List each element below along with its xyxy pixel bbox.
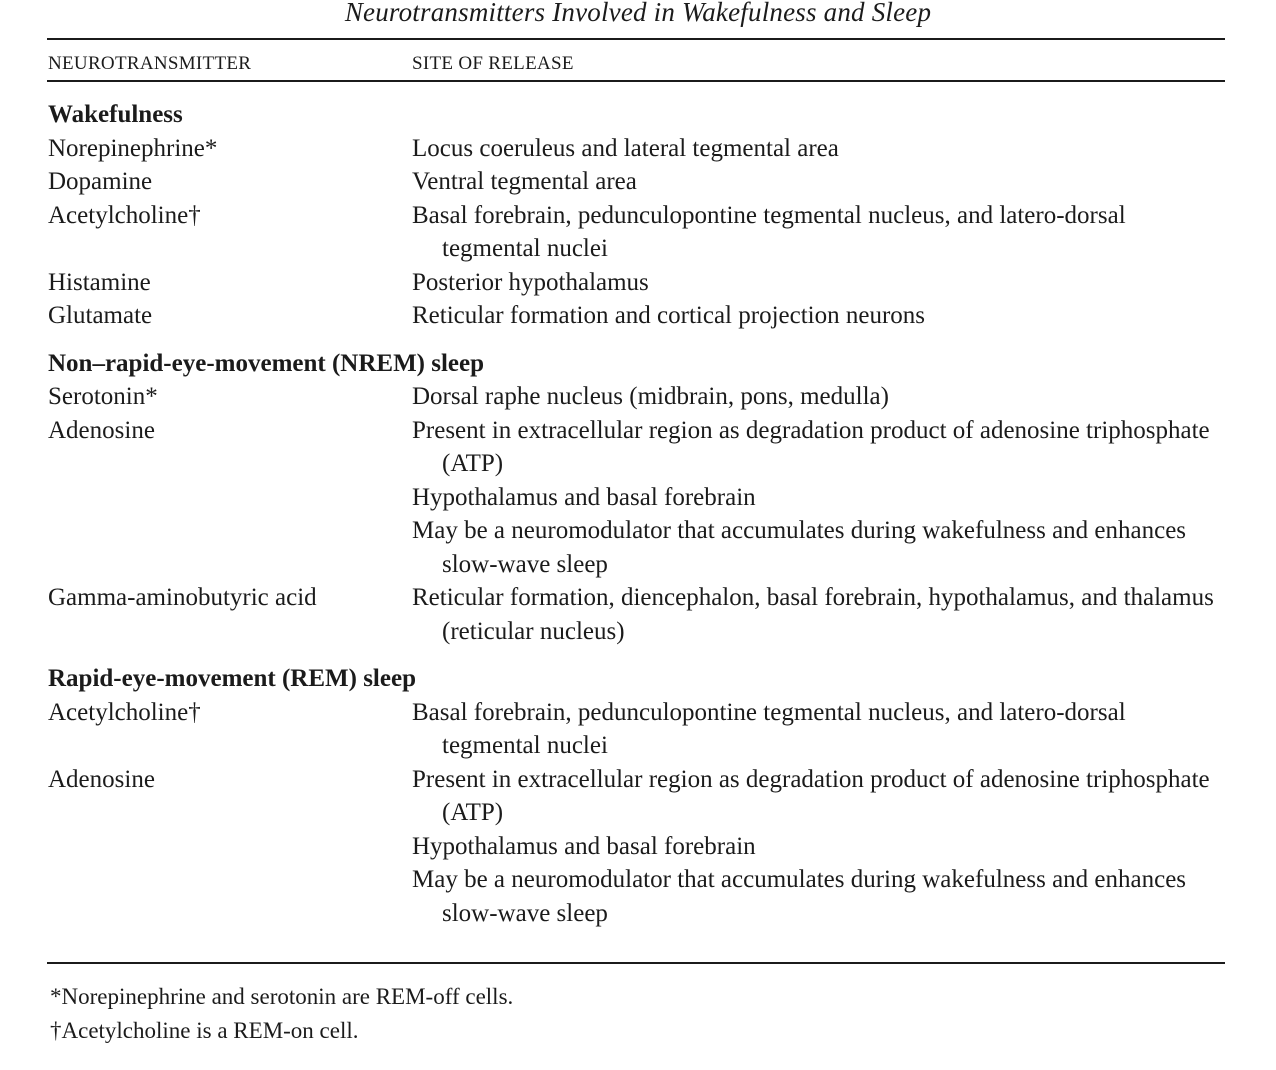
table-row bbox=[48, 132, 1218, 166]
neurotransmitter-name: Gamma-aminobutyric acid bbox=[48, 584, 317, 611]
neurotransmitter-name: Serotonin* bbox=[48, 383, 158, 410]
site-entry: Present in extracellular region as degradation product of adenosine triphosphate (ATP) bbox=[412, 765, 1210, 826]
site-entry: Basal forebrain, pedunculopontine tegmental nucleus, and latero-dorsal tegmental nuclei bbox=[412, 201, 1126, 262]
header-neurotransmitter: NEUROTRANSMITTER bbox=[48, 53, 252, 74]
table-row bbox=[48, 266, 1218, 300]
neurotransmitter-name: Adenosine bbox=[48, 765, 155, 793]
section-title: Rapid-eye-movement (REM) sleep bbox=[48, 665, 416, 692]
site-of-release bbox=[412, 414, 1218, 582]
table-title: Neurotransmitters Involved in Wakefulness and Sleep bbox=[344, 0, 932, 27]
site-entry: Present in extracellular region as degradation product of adenosine triphosphate (ATP) bbox=[412, 416, 1210, 477]
table-row bbox=[48, 581, 1218, 648]
site-of-release bbox=[412, 696, 1218, 763]
site-entry: Hypothalamus and basal forebrain bbox=[412, 832, 756, 860]
site-of-release bbox=[412, 299, 1218, 333]
site-of-release bbox=[412, 380, 1218, 414]
table-section bbox=[48, 347, 1218, 649]
neurotransmitter-name: Glutamate bbox=[48, 302, 153, 329]
site-of-release bbox=[412, 199, 1218, 266]
site-entry: May be a neuromodulator that accumulates during wakefulness and enhances slow-wave sleep bbox=[412, 866, 1187, 927]
site-of-release bbox=[412, 581, 1218, 648]
neurotransmitter-name: Histamine bbox=[48, 268, 151, 296]
neurotransmitter-name: Acetylcholine† bbox=[48, 201, 201, 229]
site-entry: Reticular formation, diencephalon, basal forebrain, hypothalamus, and thalamus (reticular nucleus) bbox=[412, 584, 1214, 645]
site-entry: Ventral tegmental area bbox=[412, 168, 637, 195]
table-row bbox=[48, 299, 1218, 333]
header-site-of-release: SITE OF RELEASE bbox=[412, 53, 574, 74]
site-entry: Posterior hypothalamus bbox=[412, 268, 649, 296]
site-of-release bbox=[412, 266, 1218, 300]
site-entry: May be a neuromodulator that accumulates during wakefulness and enhances slow-wave sleep bbox=[412, 517, 1187, 578]
footnotes bbox=[50, 980, 513, 1048]
table-section bbox=[48, 98, 1218, 333]
site-entry: Hypothalamus and basal forebrain bbox=[412, 483, 756, 511]
table-row bbox=[48, 763, 1218, 931]
footnote-rem-on: †Acetylcholine is a REM-on cell. bbox=[50, 1018, 359, 1043]
table-section bbox=[48, 662, 1218, 930]
table-row bbox=[48, 165, 1218, 199]
section-title: Non–rapid-eye-movement (NREM) sleep bbox=[48, 349, 485, 377]
site-of-release bbox=[412, 132, 1218, 166]
bottom-rule bbox=[47, 962, 1225, 964]
table-row bbox=[48, 199, 1218, 266]
header-rule bbox=[47, 80, 1225, 82]
neurotransmitter-name: Acetylcholine† bbox=[48, 698, 201, 726]
footnote-rem-off: *Norepinephrine and serotonin are REM-off cells. bbox=[50, 984, 514, 1009]
site-entry: Dorsal raphe nucleus (midbrain, pons, medulla) bbox=[412, 383, 889, 410]
table-row bbox=[48, 696, 1218, 763]
site-of-release bbox=[412, 763, 1218, 931]
table-body bbox=[48, 98, 1218, 930]
neurotransmitter-name: Dopamine bbox=[48, 168, 153, 195]
table-row bbox=[48, 414, 1218, 582]
neurotransmitter-name: Norepinephrine* bbox=[48, 134, 218, 162]
top-rule bbox=[47, 38, 1225, 40]
neurotransmitter-name: Adenosine bbox=[48, 416, 155, 444]
site-of-release bbox=[412, 165, 1218, 199]
site-entry: Reticular formation and cortical projection neurons bbox=[412, 302, 926, 329]
section-title: Wakefulness bbox=[48, 101, 183, 128]
site-entry: Locus coeruleus and lateral tegmental area bbox=[412, 134, 839, 162]
site-entry: Basal forebrain, pedunculopontine tegmental nucleus, and latero-dorsal tegmental nuclei bbox=[412, 698, 1126, 759]
table-row bbox=[48, 380, 1218, 414]
